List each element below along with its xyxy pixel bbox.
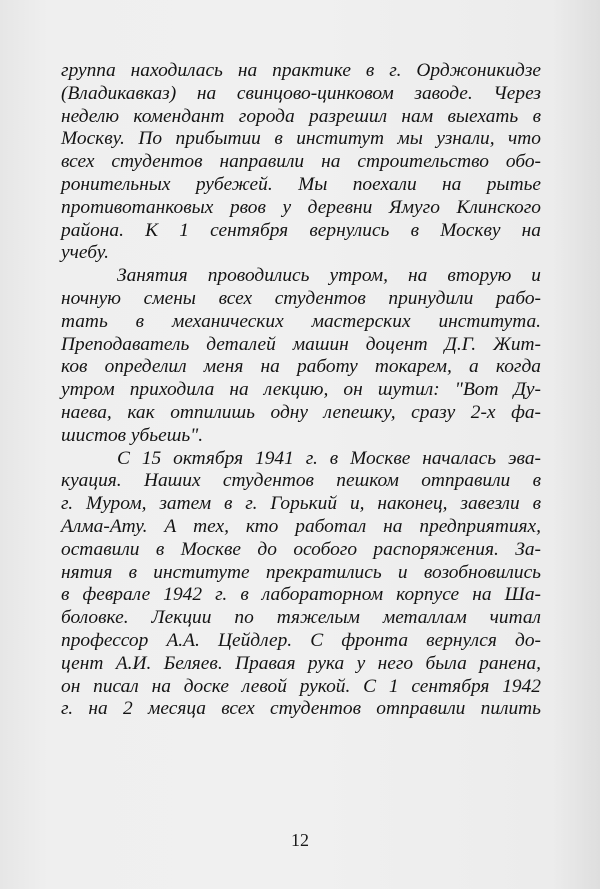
text-line: неделю комендант города разрешил нам выехать в <box>61 105 541 127</box>
text-line: нятия в институте прекратились и возобновились <box>61 561 541 583</box>
text-line: района. К 1 сентября вернулись в Москву на <box>61 219 541 241</box>
text-line: шистов убьешь". <box>61 424 204 446</box>
text-line: Москву. По прибытии в институт мы узнали, что <box>61 128 541 150</box>
text-line: Алма-Ату. А тех, кто работал на предприятиях, <box>61 515 541 537</box>
text-line: оставили в Москве до особого распоряжения. За- <box>61 538 541 560</box>
paragraph-1 <box>61 60 541 265</box>
text-line: боловке. Лекции по тяжелым металлам читал <box>61 607 541 629</box>
text-line: наева, как отпилишь одну лепешку, сразу 2-х фа- <box>61 401 541 423</box>
page-number: 12 <box>291 830 309 850</box>
text-line: г. Муром, затем в г. Горький и, наконец, завезли в <box>61 493 541 515</box>
text-line: он писал на доске левой рукой. С 1 сентября 1942 <box>61 675 541 697</box>
text-line: всех студентов направили на строительство обо- <box>61 151 541 173</box>
text-line: группа находилась на практике в г. Орджоникидзе <box>61 60 541 81</box>
text-line: Преподаватель деталей машин доцент Д.Г. Жит- <box>61 333 541 355</box>
paragraph-3 <box>61 448 541 722</box>
text-line: куация. Наших студентов пешком отправили в <box>61 470 541 492</box>
text-line: профессор А.А. Цейдлер. С фронта вернулся до- <box>61 629 541 651</box>
text-line: в феврале 1942 г. в лабораторном корпусе на Ша- <box>61 584 541 606</box>
text-line: С 15 октября 1941 г. в Москве началась эва- <box>117 447 541 469</box>
text-line: цент А.И. Беляев. Правая рука у него была ранена, <box>61 652 541 674</box>
text-line: учебу. <box>61 242 109 264</box>
text-line: противотанковых рвов у деревни Ямуго Клинского <box>61 196 541 218</box>
text-line: утром приходила на лекцию, он шутил: "Вот Ду- <box>61 379 541 401</box>
text-line: (Владикавказ) на свинцово-цинковом заводе. Через <box>61 82 541 104</box>
text-line: ронительных рубежей. Мы поехали на рытье <box>61 173 541 195</box>
paragraph-2 <box>61 265 541 447</box>
text-line: г. на 2 месяца всех студентов отправили пилить <box>61 698 541 720</box>
body-text <box>61 60 541 721</box>
text-line: Занятия проводились утром, на вторую и <box>117 265 541 287</box>
text-line: ков определил меня на работу токарем, а когда <box>61 356 541 378</box>
text-line: тать в механических мастерских института. <box>61 310 541 332</box>
text-line: ночную смены всех студентов принудили рабо- <box>61 287 541 309</box>
